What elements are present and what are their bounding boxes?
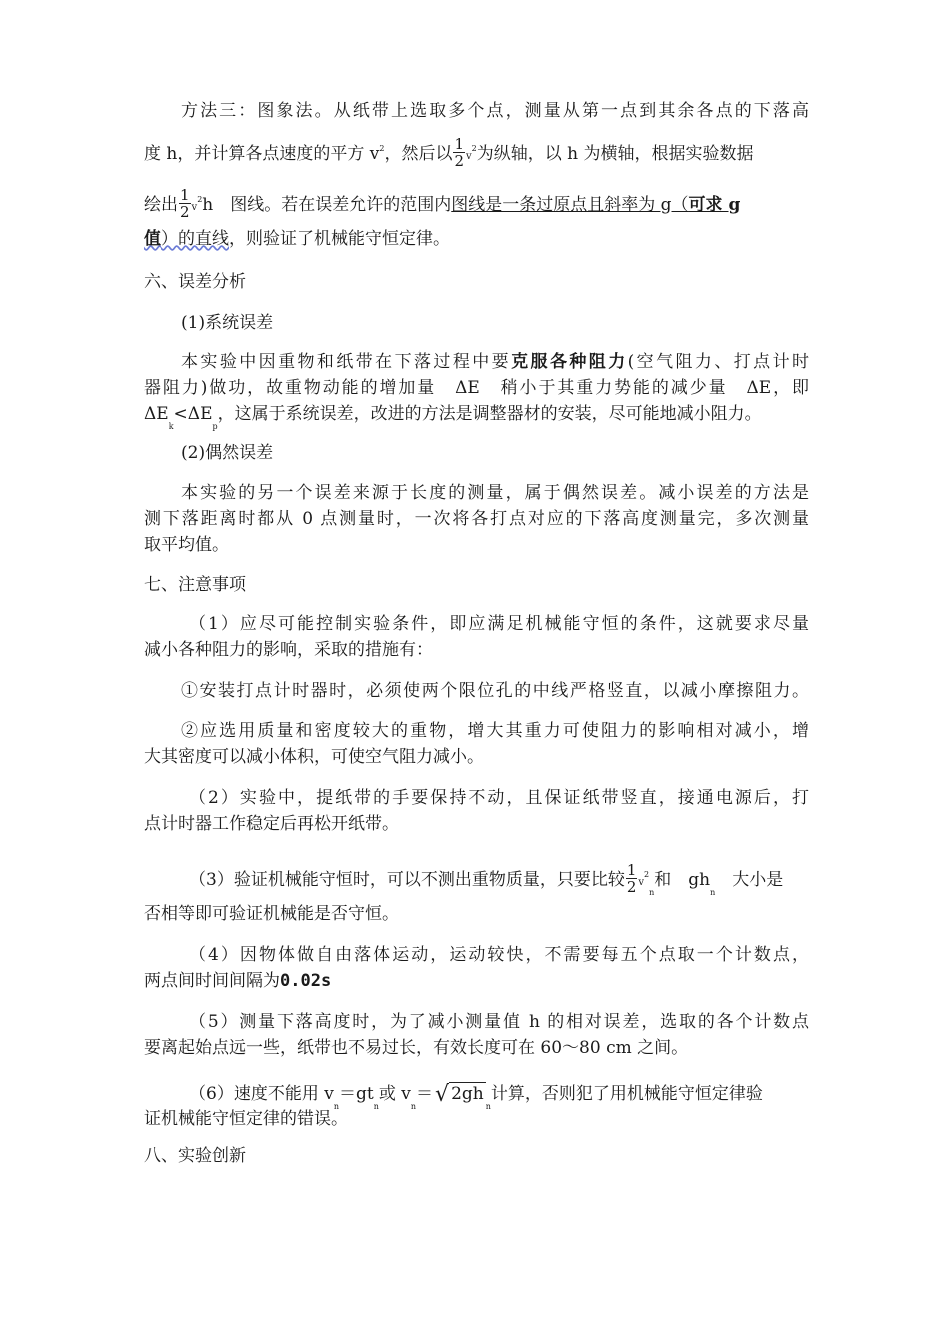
subscript: n (410, 1102, 417, 1111)
subscript: n (373, 1102, 379, 1111)
superscript: 2 (379, 144, 385, 153)
paragraph-line: 测下落距离时都从 0 点测量时，一次将各打点对应的下落高度测量完，多次测量 (144, 509, 809, 529)
superscript: 2 (471, 144, 477, 153)
section-heading: 六、误差分析 (144, 272, 246, 292)
text: 大小是 (715, 870, 784, 890)
subscript: n (649, 888, 655, 897)
fraction-denominator: 2 (180, 203, 190, 221)
paragraph-line: 减小各种阻力的影响，采取的措施有： (144, 640, 433, 660)
fraction-numerator: 1 (454, 135, 465, 153)
bold-text: 可求 g (688, 195, 741, 215)
text: ΔE (144, 404, 169, 424)
text: 两点间时间间隔为 (144, 971, 280, 991)
fraction-denominator: 2 (626, 878, 637, 896)
subsection-heading: (1)系统误差 (181, 313, 274, 333)
subsection-heading: (2)偶然误差 (181, 443, 274, 463)
paragraph-line: 证机械能守恒定律的错误。 (144, 1109, 348, 1129)
paragraph-line (144, 403, 809, 431)
text: 度 h，并计算各点速度的平方 v (144, 144, 380, 164)
fraction-numerator: 1 (180, 186, 190, 204)
text: 或 v (378, 1084, 411, 1104)
text: （3）验证机械能守恒时，可以不测出重物质量，只要比较 (189, 870, 625, 890)
paragraph-line: （1）应尽可能控制实验条件，即应满足机械能守恒的条件，这就要求尽量 (189, 614, 809, 634)
paragraph-line (181, 351, 809, 373)
fraction-half (453, 136, 465, 169)
paragraph-line: 本实验的另一个误差来源于长度的测量，属于偶然误差。减小误差的方法是 (181, 483, 809, 503)
text: (空气阻力、打点计时 (627, 352, 810, 372)
paragraph-line (144, 970, 809, 992)
paragraph-line: （4）因物体做自由落体运动，运动较快，不需要每五个点取一个计数点， (189, 945, 809, 965)
list-item: ②应选用质量和密度较大的重物，增大其重力可使阻力的影响相对减小，增 (181, 721, 809, 741)
sqrt-icon: √ (435, 1082, 450, 1107)
underlined-text: ）的直线 (161, 229, 229, 249)
fraction-half (626, 862, 638, 895)
text: 和 gh (654, 870, 711, 890)
subscript: k (168, 422, 174, 431)
text: 计算，否则犯了用机械能守恒定律验 (490, 1084, 763, 1104)
text: v (191, 202, 198, 213)
text: ＝gt (338, 1084, 374, 1104)
underlined-text: 图线是一条过原点且斜率为 g（ (451, 195, 689, 215)
paragraph-line (189, 861, 809, 897)
subscript: n (710, 888, 716, 897)
text: 绘出 (144, 195, 178, 215)
section-heading: 八、实验创新 (144, 1146, 246, 1166)
subscript: n (333, 1102, 339, 1111)
text: （6）速度不能用 v (189, 1084, 334, 1104)
section-heading: 七、注意事项 (144, 575, 246, 595)
paragraph-line: 点计时器工作稳定后再松开纸带。 (144, 814, 399, 834)
method3-line3 (144, 186, 809, 222)
text: <ΔE (173, 404, 213, 424)
text: ，这属于系统误差，改进的方法是调整器材的安装，尽可能地减小阻力。 (217, 404, 762, 424)
paragraph-line: 大其密度可以减小体积，可使空气阻力减小。 (144, 747, 484, 767)
bold-text: 值 (144, 229, 161, 249)
method3-line1: 方法三：图象法。从纸带上选取多个点，测量从第一点到其余各点的下落高 (181, 101, 809, 121)
paragraph-line: （5）测量下落高度时，为了减小测量值 h 的相对误差，选取的各个计数点 (189, 1012, 809, 1032)
fraction-half (179, 187, 191, 220)
method3-line2 (144, 135, 809, 171)
bold-text: 克服各种阻力 (511, 352, 628, 372)
superscript: 2 (644, 870, 650, 879)
paragraph-line: 要离起始点远一些，纸带也不易过长，有效长度可在 60～80 cm 之间。 (144, 1038, 689, 1058)
method3-line4 (144, 228, 809, 250)
text: 为纵轴，以 h 为横轴，根据实验数据 (476, 144, 754, 164)
fraction-denominator: 2 (454, 152, 465, 170)
text: v (638, 877, 645, 888)
text: ，则验证了机械能守恒定律。 (229, 229, 450, 249)
text: ＝ (416, 1084, 434, 1104)
bold-text: 0.02s (280, 971, 332, 991)
text: 本实验中因重物和纸带在下落过程中要 (181, 352, 512, 372)
list-item: ①安装打点计时器时，必须使两个限位孔的中线严格竖直，以减小摩擦阻力。 (181, 681, 809, 701)
paragraph-line: （2）实验中，提纸带的手要保持不动，且保证纸带竖直，接通电源后，打 (189, 788, 809, 808)
paragraph-line: 否相等即可验证机械能是否守恒。 (144, 904, 399, 924)
text: h 图线。若在误差允许的范围内 (202, 195, 452, 215)
text: ，然后以 (384, 144, 453, 164)
superscript: 2 (197, 195, 203, 204)
subscript: n (485, 1102, 491, 1111)
paragraph-line (189, 1082, 809, 1111)
paragraph-line: 取平均值。 (144, 535, 229, 555)
text: v (466, 151, 472, 162)
paragraph-line: 器阻力)做功，故重物动能的增加量 ΔE 稍小于其重力势能的减少量 ΔE，即 (144, 378, 809, 398)
fraction-numerator: 1 (626, 861, 637, 879)
subscript: p (212, 422, 218, 431)
sqrt-radicand: 2gh (451, 1084, 484, 1104)
